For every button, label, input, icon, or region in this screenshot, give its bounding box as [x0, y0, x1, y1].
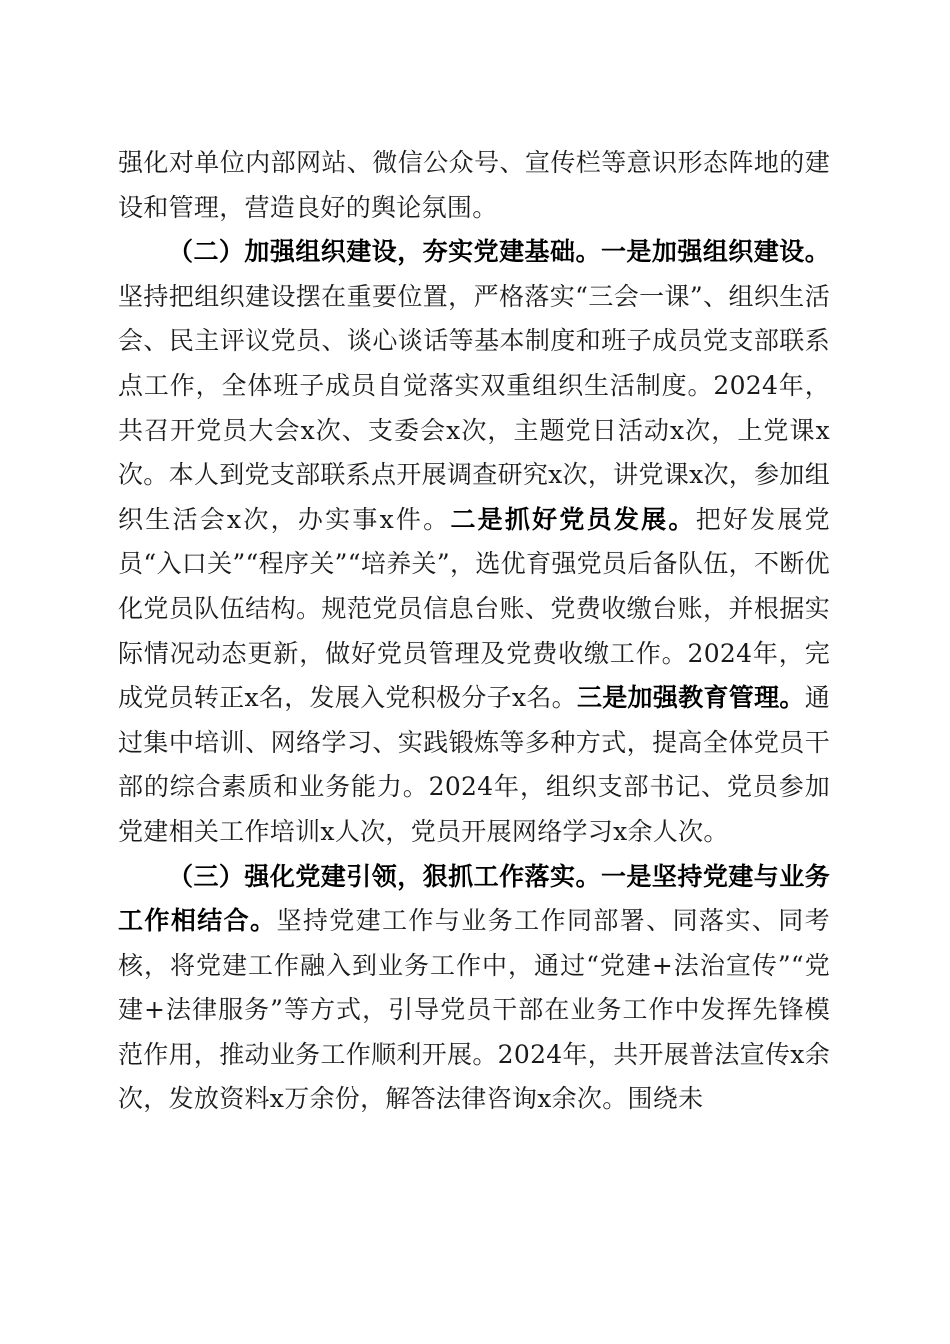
subheading-member-development: 二是抓好党员发展。: [450, 504, 696, 534]
paragraph-2-text-a: 坚持把组织建设摆在重要位置，严格落实“三会一课”、组织生活会、民主评议党员、谈心谈话等基本制度和班子成员党支部联系点工作，全体班子成员自觉落实双重组织生活制度。2024年，共召开党员大会x次、支委会x次，主题党日活动x次，上党课x次。本人到党支部联系点开展调查研究x次，讲党课x次，参加组织生活会x次，办实事x件。: [118, 281, 830, 534]
subheading-organization: 一是加强组织建设。: [600, 237, 830, 267]
paragraph-1-text: 强化对单位内部网站、微信公众号、宣传栏等意识形态阵地的建设和管理，营造良好的舆论氛围。: [118, 148, 830, 222]
subheading-education: 三是加强教育管理。: [576, 683, 805, 713]
section-heading-2: （二）加强组织建设，夯实党建基础。: [168, 237, 601, 267]
section-heading-3: （三）强化党建引领，狠抓工作落实。: [168, 861, 601, 891]
paragraph-1: [118, 141, 830, 230]
paragraph-2-text-b: 把好发展党员“入口关”“程序关”“培养关”，选优育强党员后备队伍，不断优化党员队伍结构。规范党员信息台账、党费收缴台账，并根据实际情况动态更新，做好党员管理及党费收缴工作。2024年，完成党员转正x名，发展入党积极分子x名。: [118, 504, 830, 713]
paragraph-3-text: 坚持党建工作与业务工作同部署、同落实、同考核，将党建工作融入到业务工作中，通过“党建+法治宣传”“党建+法律服务”等方式，引导党员干部在业务工作中发挥先锋模范作用，推动业务工作顺利开展。2024年，共开展普法宣传x余次，发放资料x万余份，解答法律咨询x余次。围绕未: [118, 906, 830, 1114]
paragraph-3: [118, 855, 830, 1123]
paragraph-2: [118, 230, 830, 854]
paragraph-2-text-c: 通过集中培训、网络学习、实践锻炼等多种方式，提高全体党员干部的综合素质和业务能力。2024年，组织支部书记、党员参加党建相关工作培训x人次，党员开展网络学习x余人次。: [118, 683, 830, 846]
subheading-party-business: 一是坚持党建与业务工作相结合。: [118, 861, 830, 936]
document-body: [118, 141, 830, 1122]
